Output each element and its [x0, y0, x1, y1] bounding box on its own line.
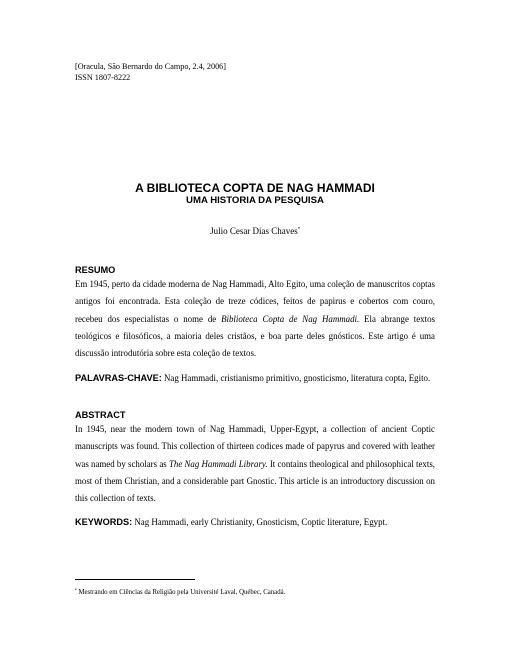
- issn: ISSN 1807-8222: [75, 73, 131, 82]
- palavras-chave-section: [75, 372, 435, 386]
- footnote-text: Mestrando em Ciências da Religião pela Université Laval, Québec, Canadá.: [76, 589, 286, 596]
- resumo-text: [75, 276, 435, 362]
- keywords-section: [75, 516, 435, 530]
- paper-title: A BIBLIOTECA COPTA DE NAG HAMMADI: [135, 181, 375, 195]
- footnote-marker: •: [75, 588, 77, 593]
- palavras-chave-label: PALAVRAS-CHAVE:: [75, 373, 162, 383]
- resumo-text-italic: Biblioteca Copta de Nag Hammadi.: [221, 313, 360, 324]
- author-footnote-marker: •: [297, 226, 300, 232]
- author-name: Julio Cesar Dias Chaves: [210, 226, 298, 236]
- resumo-section: [75, 265, 435, 362]
- palavras-chave-text: Nag Hammadi, cristianismo primitivo, gnosticismo, literatura copta, Egito.: [161, 373, 431, 383]
- footnote-divider: [75, 579, 195, 580]
- author-line: [0, 223, 510, 237]
- journal-citation: [Oracula, São Bernardo do Campo, 2.4, 2006]: [75, 62, 226, 71]
- keywords-text: Nag Hammadi, early Christianity, Gnosticism, Coptic literature, Egypt.: [132, 517, 388, 527]
- abstract-text-part2: It contains theological and philosophical texts, most of them Christian, and a considerable part Gnostic. This article is an introductory discussion on this collection of texts.: [75, 458, 436, 504]
- resumo-heading: RESUMO: [75, 265, 116, 275]
- abstract-text: [75, 421, 435, 507]
- journal-header: [75, 61, 226, 83]
- abstract-text-part1: In 1945, near the modern town of Nag Hammadi, Upper-Egypt, a collection of ancient Coptic manuscripts was found. This collection of thirteen codices made of papyrus and covered with leather was named by scholars as: [75, 424, 435, 469]
- resumo-text-part1: Em 1945, perto da cidade moderna de Nag Hammadi, Alto Egito, uma coleção de manuscritos coptas antigos foi encontrada. Esta coleção de treze códices, feitos de papirus e cobertos com couro, recebeu dos especialistas o nome de: [75, 279, 435, 324]
- abstract-text-italic: The Nag Hammadi Library.: [168, 458, 268, 469]
- keywords-label: KEYWORDS:: [75, 517, 133, 527]
- footnote: [75, 586, 285, 597]
- paper-subtitle: UMA HISTORIA DA PESQUISA: [186, 195, 324, 206]
- abstract-heading: ABSTRACT: [75, 410, 126, 420]
- resumo-text-part2: Ela abrange textos teológicos e filosóficos, a maioria deles cristãos, e boa parte deles gnósticos. Este artigo é uma discussão introdutória sobre esta coleção de textos.: [75, 313, 435, 359]
- abstract-section: [75, 410, 435, 507]
